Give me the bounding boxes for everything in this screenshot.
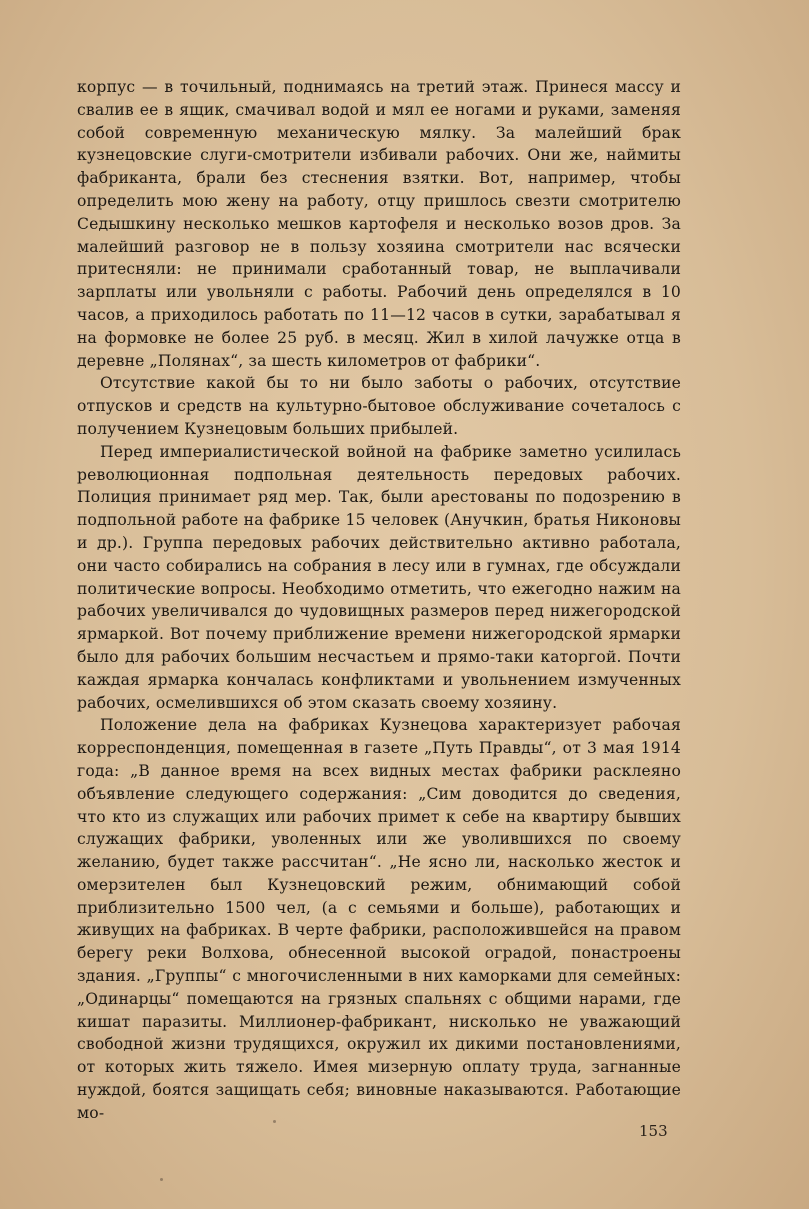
paragraph: Перед империалистической войной на фабрике заметно усилилась революционная подпольная деятельность передовых рабочих. Полиция принимает ряд мер. Так, были арестованы по подозрению в подпольной работе на фабрике 15 человек (Анучкин, братья Никоновы и др.). Группа передовых рабочих действительно активно работала, они часто собирались на собрания в лесу или в гумнах, где обсуждали политические вопросы. Необходимо отметить, что ежегодно нажим на рабочих увеличивался до чудовищных размеров перед нижегородской ярмаркой. Вот почему приближение времени нижегородской ярмарки было для рабочих большим несчастьем и прямо-таки каторгой. Почти каждая ярмарка кончалась конфликтами и увольнением измученных рабочих, осмелившихся об этом сказать своему хозяину. — [77, 442, 681, 712]
paper-speck — [273, 1120, 276, 1123]
body-text — [77, 76, 681, 1125]
paragraph-continuation: корпус — в точильный, поднимаясь на третий этаж. Принеся массу и свалив ее в ящик, смачивал водой и мял ее ногами и руками, заменяя собой современную механическую мялку. За малейший брак кузнецовские слуги-смотрители избивали рабочих. Они же, наймиты фабриканта, брали без стеснения взятки. Вот, например, чтобы определить мою жену на работу, отцу пришлось свезти смотрителю Седышкину несколько мешков картофеля и несколько возов дров. За малейший разговор не в пользу хозяина смотрители нас всячески притесняли: не принимали сработанный товар, не выплачивали зарплаты или увольняли с работы. Рабочий день определялся в 10 часов, а приходилось работать по 11—12 часов в сутки, зарабатывал я на формовке не более 25 руб. в месяц. Жил в хилой лачужке отца в деревне „Полянах“, за шесть километров от фабрики“. — [77, 78, 681, 370]
page-number: 153 — [639, 1122, 668, 1140]
paragraph: Положение дела на фабриках Кузнецова характеризует рабочая корреспонденция, помещенная в газете „Путь Правды“, от 3 мая 1914 года: „В данное время на всех видных местах фабрики расклеяно объявление следующего содержания: „Сим доводится до сведения, что кто из служащих или рабочих примет к себе на квартиру бывших служащих фабрики, уволенных или же уволившихся по своему желанию, будет также рассчитан“. „Не ясно ли, насколько жесток и омерзителен был Кузнецовский режим, обнимающий собой приблизительно 1500 чел, (а с семьями и больше), работающих и живущих на фабриках. В черте фабрики, расположившейся на правом берегу реки Волхова, обнесенной высокой оградой, понастроены здания. „Группы“ с многочисленными в них каморками для семейных: „Одинарцы“ помещаются на грязных спальнях с общими нарами, где кишат паразиты. Миллионер-фабрикант, нисколько не уважающий свободной жизни трудящихся, окружил их дикими постановлениями, от которых жить тяжело. Имея мизерную оплату труда, загнанные нуждой, боятся защищать себя; виновные наказываются. Работающие мо- — [77, 716, 681, 1122]
paper-speck — [160, 1178, 163, 1181]
paragraph: Отсутствие какой бы то ни было заботы о рабочих, отсутствие отпусков и средств на культурно-бытовое обслуживание сочеталось с получением Кузнецовым больших прибылей. — [77, 374, 681, 438]
